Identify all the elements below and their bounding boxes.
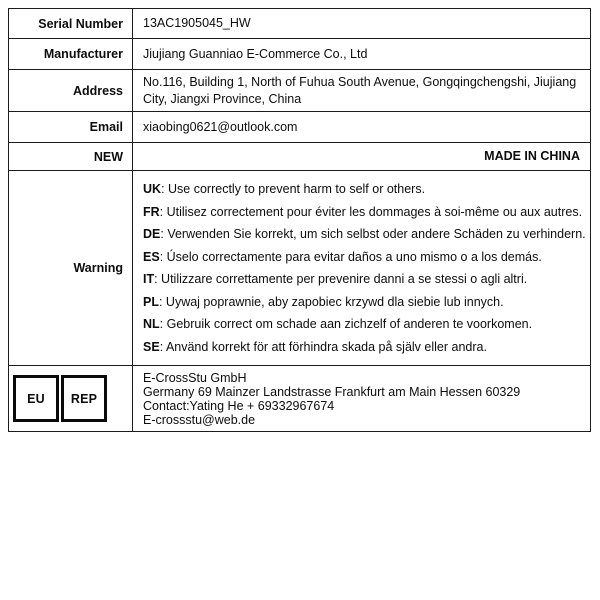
- table-row-serial-number: [9, 9, 591, 39]
- manufacturer-label: Manufacturer: [9, 39, 133, 70]
- warning-lang-code: ES: [143, 249, 160, 264]
- serial-number-label: Serial Number: [9, 9, 133, 39]
- eu-rep-badge-cell: [9, 366, 133, 432]
- warning-line-fr: [143, 201, 581, 224]
- eu-rep-company: E-CrossStu GmbH: [143, 370, 247, 385]
- table-row-condition: [9, 143, 591, 171]
- eu-rep-email: E-crossstu@web.de: [143, 412, 256, 427]
- warning-line-text: : Använd korrekt för att förhindra skada på själv eller andra.: [159, 339, 487, 354]
- eu-rep-badge: [13, 375, 111, 422]
- table-row-warning: [9, 171, 591, 366]
- table-row-eu-rep: [9, 366, 591, 432]
- warning-lang-code: NL: [143, 317, 160, 331]
- table-row-email: [9, 112, 591, 143]
- warning-lang-code: FR: [143, 204, 160, 219]
- warning-line-text: : Gebruik correct om schade aan zichzelf of anderen te voorkomen.: [159, 317, 533, 331]
- warning-lang-code: IT: [143, 272, 155, 286]
- warning-lang-code: DE: [143, 227, 161, 241]
- eu-rep-address: Germany 69 Mainzer Landstrasse Frankfurt am Main Hessen 60329: [143, 384, 521, 399]
- eu-rep-contact-block: [133, 366, 591, 432]
- email-value: xiaobing0621@outlook.com: [133, 112, 591, 143]
- email-label: Email: [9, 112, 133, 143]
- condition-label: NEW: [9, 143, 133, 171]
- warning-text-block: [133, 171, 591, 366]
- warning-line-uk: [143, 178, 581, 201]
- warning-line-de: [143, 223, 586, 246]
- table-row-address: [9, 70, 591, 112]
- label-table: [8, 8, 591, 432]
- warning-line-pl: [143, 291, 581, 314]
- warning-line-text: : Use correctly to prevent harm to self or others.: [161, 182, 426, 196]
- warning-line-se: [143, 336, 581, 359]
- warning-line-text: : Utilisez correctement pour éviter les dommages à soi-même ou aux autres.: [159, 204, 583, 219]
- warning-label: Warning: [9, 171, 133, 366]
- table-row-manufacturer: [9, 39, 591, 70]
- warning-line-es: [143, 246, 581, 269]
- warning-line-text: : Úselo correctamente para evitar daños a uno mismo o a los demás.: [159, 249, 542, 264]
- manufacturer-value: Jiujiang Guanniao E-Commerce Co., Ltd: [133, 39, 591, 70]
- warning-line-text: : Verwenden Sie korrekt, um sich selbst oder andere Schäden zu verhindern.: [160, 227, 586, 241]
- eu-rep-contact: Contact:Yating He + 69332967674: [143, 398, 335, 413]
- address-label: Address: [9, 70, 133, 112]
- address-value: No.116, Building 1, North of Fuhua South Avenue, Gongqingchengshi, Jiujiang City, Jiangxi Province, China: [133, 70, 591, 112]
- warning-lang-code: SE: [143, 339, 160, 354]
- serial-number-value: 13AC1905045_HW: [133, 9, 591, 39]
- warning-line-nl: [143, 313, 581, 336]
- made-in-china-text: MADE IN CHINA: [133, 143, 591, 171]
- warning-line-text: : Uywaj poprawnie, aby zapobiec krzywd dla siebie lub innych.: [158, 294, 504, 309]
- warning-line-text: : Utilizzare correttamente per prevenire danni a se stessi o agli altri.: [154, 272, 528, 286]
- warning-lang-code: PL: [143, 294, 159, 309]
- rep-box: REP: [61, 375, 107, 422]
- warning-line-it: [143, 268, 581, 291]
- eu-box: EU: [13, 375, 59, 422]
- warning-lang-code: UK: [143, 182, 162, 196]
